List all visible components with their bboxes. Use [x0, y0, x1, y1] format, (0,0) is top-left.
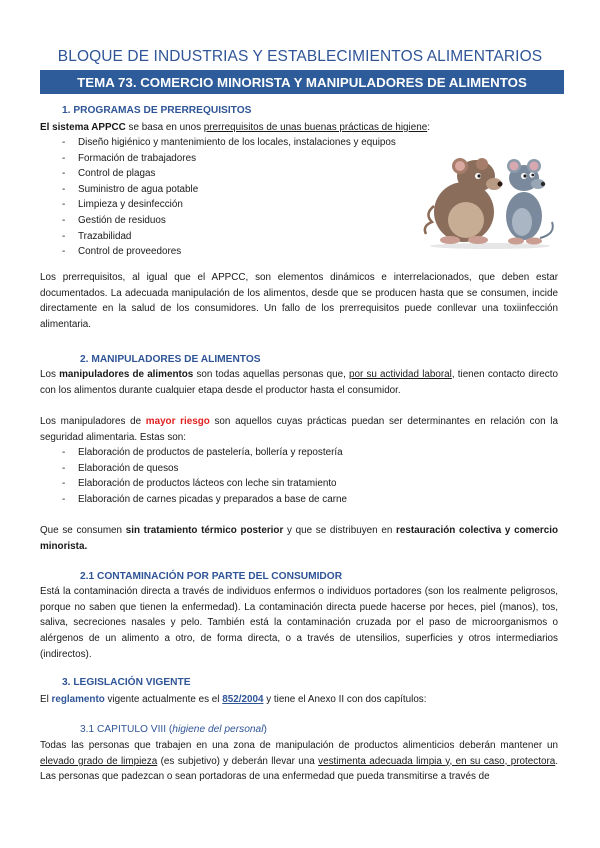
list-item: - Suministro de agua potable	[62, 183, 199, 195]
intro-text: se basa en unos	[125, 122, 204, 133]
list-item: - Gestión de residuos	[62, 214, 166, 226]
personnel-hygiene-paragraph: Todas las personas que trabajen en una zona de manipulación de productos alimenticios deberán mantener un elevado grado de limpieza (es subjetivo) y deberán llevar una vestimenta adecuada limpia y, en su caso, protectora. Las personas que padezcan o sean portadoras de una enfermedad que pueda transmitirse a través de	[40, 740, 558, 783]
high-risk-text: mayor riesgo	[145, 416, 210, 427]
legislation-paragraph: El reglamento vigente actualmente es el 852/2004 y tiene el Anexo II con dos capítulos:	[40, 694, 427, 705]
high-risk-paragraph: Los manipuladores de mayor riesgo son aquellos cuyas prácticas puedan ser determinantes en relación con la seguridad alimentaria. Estas son:	[40, 416, 558, 443]
list-item: - Elaboración de carnes picadas y preparados a base de carne	[62, 493, 347, 505]
list-item: - Elaboración de productos lácteos con leche sin tratamiento	[62, 478, 337, 490]
work-activity-underlined: por su actividad laboral	[349, 369, 452, 380]
intro-colon: :	[427, 122, 430, 133]
section-2-heading: 2. MANIPULADORES DE ALIMENTOS	[80, 354, 261, 365]
contamination-paragraph: Está la contaminación directa a través de individuos enfermos o individuos portadores (son los realmente peligrosos, porque no saben que tienen la enfermedad). La contaminación directa puede hacerse por heces, piel (manos), tos, saliva, secreciones nasales y pelo. También está la contaminación cruzada por el paso de microorganismos o alérgenos de un alimento a otro, de forma directa, o a través de utensilios, superficies y otros intermediarios (indirectos).	[40, 586, 558, 660]
handlers-bold: manipuladores de alimentos	[59, 369, 194, 380]
section-1-intro	[40, 120, 430, 136]
clothing-underlined: vestimenta adecuada limpia y, en su caso, protectora	[318, 755, 556, 767]
list-item: - Control de proveedores	[62, 246, 182, 258]
appcc-bold: El sistema APPCC	[40, 122, 126, 133]
list-item: - Elaboración de productos de pastelería, bollería y repostería	[62, 447, 343, 458]
list-item: - Diseño higiénico y mantenimiento de los locales, instalaciones y equipos	[62, 137, 396, 148]
topic-title: TEMA 73. COMERCIO MINORISTA Y MANIPULADORES DE ALIMENTOS	[77, 74, 527, 90]
list-item: - Formación de trabajadores	[62, 152, 197, 164]
prerequisites-underlined: prerrequisitos de unas buenas prácticas de higiene	[203, 122, 428, 133]
regulation-text: reglamento	[51, 694, 105, 705]
section-3-heading: 3. LEGISLACIÓN VIGENTE	[62, 677, 191, 688]
block-title: BLOQUE DE INDUSTRIAS Y ESTABLECIMIENTOS ALIMENTARIOS	[57, 48, 543, 65]
rats-illustration	[420, 142, 562, 250]
consumption-paragraph: Que se consumen sin tratamiento térmico posterior y que se distribuyen en restauración colectiva y comercio minorista.	[40, 525, 558, 552]
section-3-1-heading: 3.1 CAPITULO VIII (higiene del personal)	[80, 724, 267, 735]
regulation-number: 852/2004	[222, 694, 264, 705]
handlers-definition: Los manipuladores de alimentos son todas aquellas personas que, por su actividad laboral, tienen contacto directo con los alimentos durante cualquier etapa desde el productor hasta el consumidor.	[40, 369, 558, 396]
section-1-heading: 1. PROGRAMAS DE PRERREQUISITOS	[62, 105, 252, 116]
prerequisites-paragraph: Los prerrequisitos, al igual que el APPCC, son elementos dinámicos e interrelacionados, que deben estar documentados. La adecuada manipulación de los alimentos, desde que se producen hasta que se consumen, incide directamente en la salud de los consumidores. Un fallo de los prerrequisitos puede conllevar una toxiinfección alimentaria.	[40, 272, 558, 331]
list-item: - Limpieza y desinfección	[62, 199, 183, 211]
list-item: - Elaboración de quesos	[62, 462, 179, 474]
list-item: - Control de plagas	[62, 168, 156, 180]
topic-banner	[40, 70, 564, 94]
section-2-1-heading: 2.1 CONTAMINACIÓN POR PARTE DEL CONSUMIDOR	[80, 571, 343, 582]
cleanliness-underlined: elevado grado de limpieza	[40, 755, 158, 767]
high-risk-list	[40, 445, 347, 507]
prerequisites-list	[40, 135, 396, 260]
list-item: - Trazabilidad	[62, 230, 132, 242]
